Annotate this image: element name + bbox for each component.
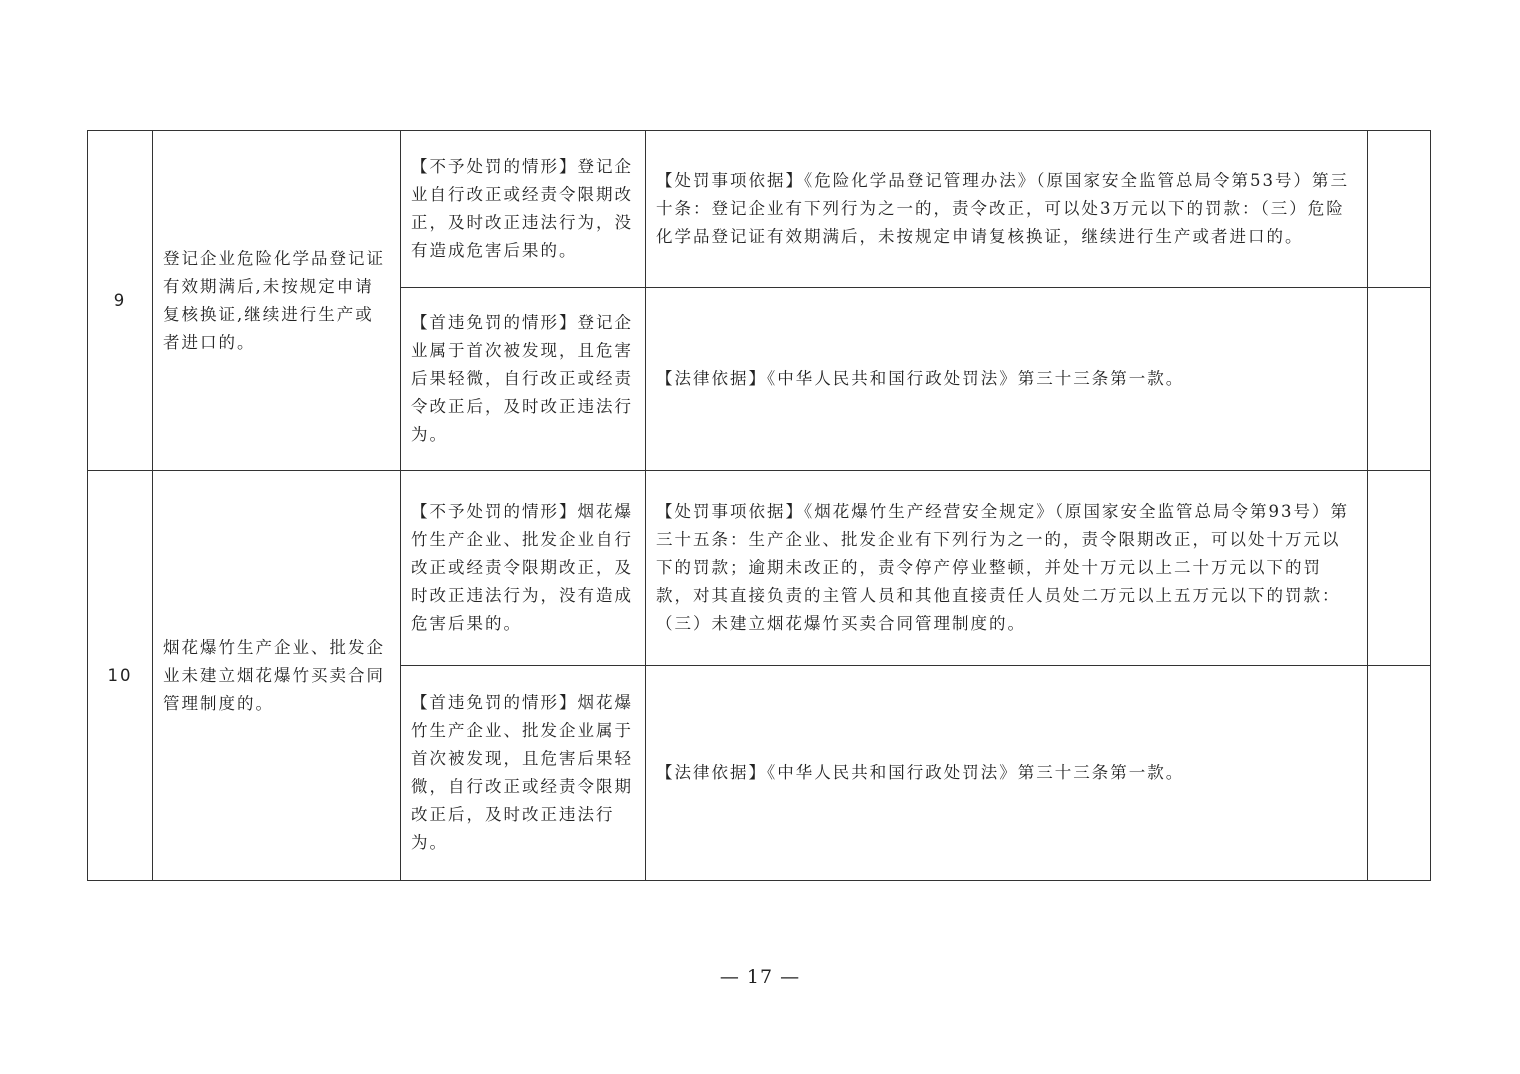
situation-cell: 【首违免罚的情形】登记企业属于首次被发现，且危害后果轻微，自行改正或经责令改正后，及时改正违法行为。	[401, 288, 646, 471]
situation-cell: 【首违免罚的情形】烟花爆竹生产企业、批发企业属于首次被发现，且危害后果轻微，自行改正或经责令限期改正后，及时改正违法行为。	[401, 666, 646, 881]
violation-description: 烟花爆竹生产企业、批发企业未建立烟花爆竹买卖合同管理制度的。	[153, 471, 401, 881]
penalty-table	[87, 130, 1431, 881]
situation-cell: 【不予处罚的情形】烟花爆竹生产企业、批发企业自行改正或经责令限期改正，及时改正违法行为，没有造成危害后果的。	[401, 471, 646, 666]
remarks-cell	[1368, 471, 1431, 666]
legal-basis-cell: 【处罚事项依据】《烟花爆竹生产经营安全规定》（原国家安全监管总局令第93号）第三十五条：生产企业、批发企业有下列行为之一的，责令限期改正，可以处十万元以下的罚款；逾期未改正的，责令停产停业整顿，并处十万元以上二十万元以下的罚款，对其直接负责的主管人员和其他直接责任人员处二万元以上五万元以下的罚款：（三）未建立烟花爆竹买卖合同管理制度的。	[646, 471, 1368, 666]
situation-cell: 【不予处罚的情形】登记企业自行改正或经责令限期改正，及时改正违法行为，没有造成危害后果的。	[401, 131, 646, 288]
remarks-cell	[1368, 666, 1431, 881]
violation-description: 登记企业危险化学品登记证有效期满后,未按规定申请复核换证,继续进行生产或者进口的。	[153, 131, 401, 471]
remarks-cell	[1368, 131, 1431, 288]
table-row	[88, 131, 1431, 288]
page-number: — 17 —	[719, 966, 801, 988]
row-number: 9	[88, 131, 153, 471]
row-number: 10	[88, 471, 153, 881]
table-row	[88, 471, 1431, 666]
legal-basis-cell: 【法律依据】《中华人民共和国行政处罚法》第三十三条第一款。	[646, 288, 1368, 471]
remarks-cell	[1368, 288, 1431, 471]
legal-basis-cell: 【处罚事项依据】《危险化学品登记管理办法》（原国家安全监管总局令第53号）第三十条：登记企业有下列行为之一的，责令改正，可以处3万元以下的罚款：（三）危险化学品登记证有效期满后，未按规定申请复核换证，继续进行生产或者进口的。	[646, 131, 1368, 288]
legal-basis-cell: 【法律依据】《中华人民共和国行政处罚法》第三十三条第一款。	[646, 666, 1368, 881]
